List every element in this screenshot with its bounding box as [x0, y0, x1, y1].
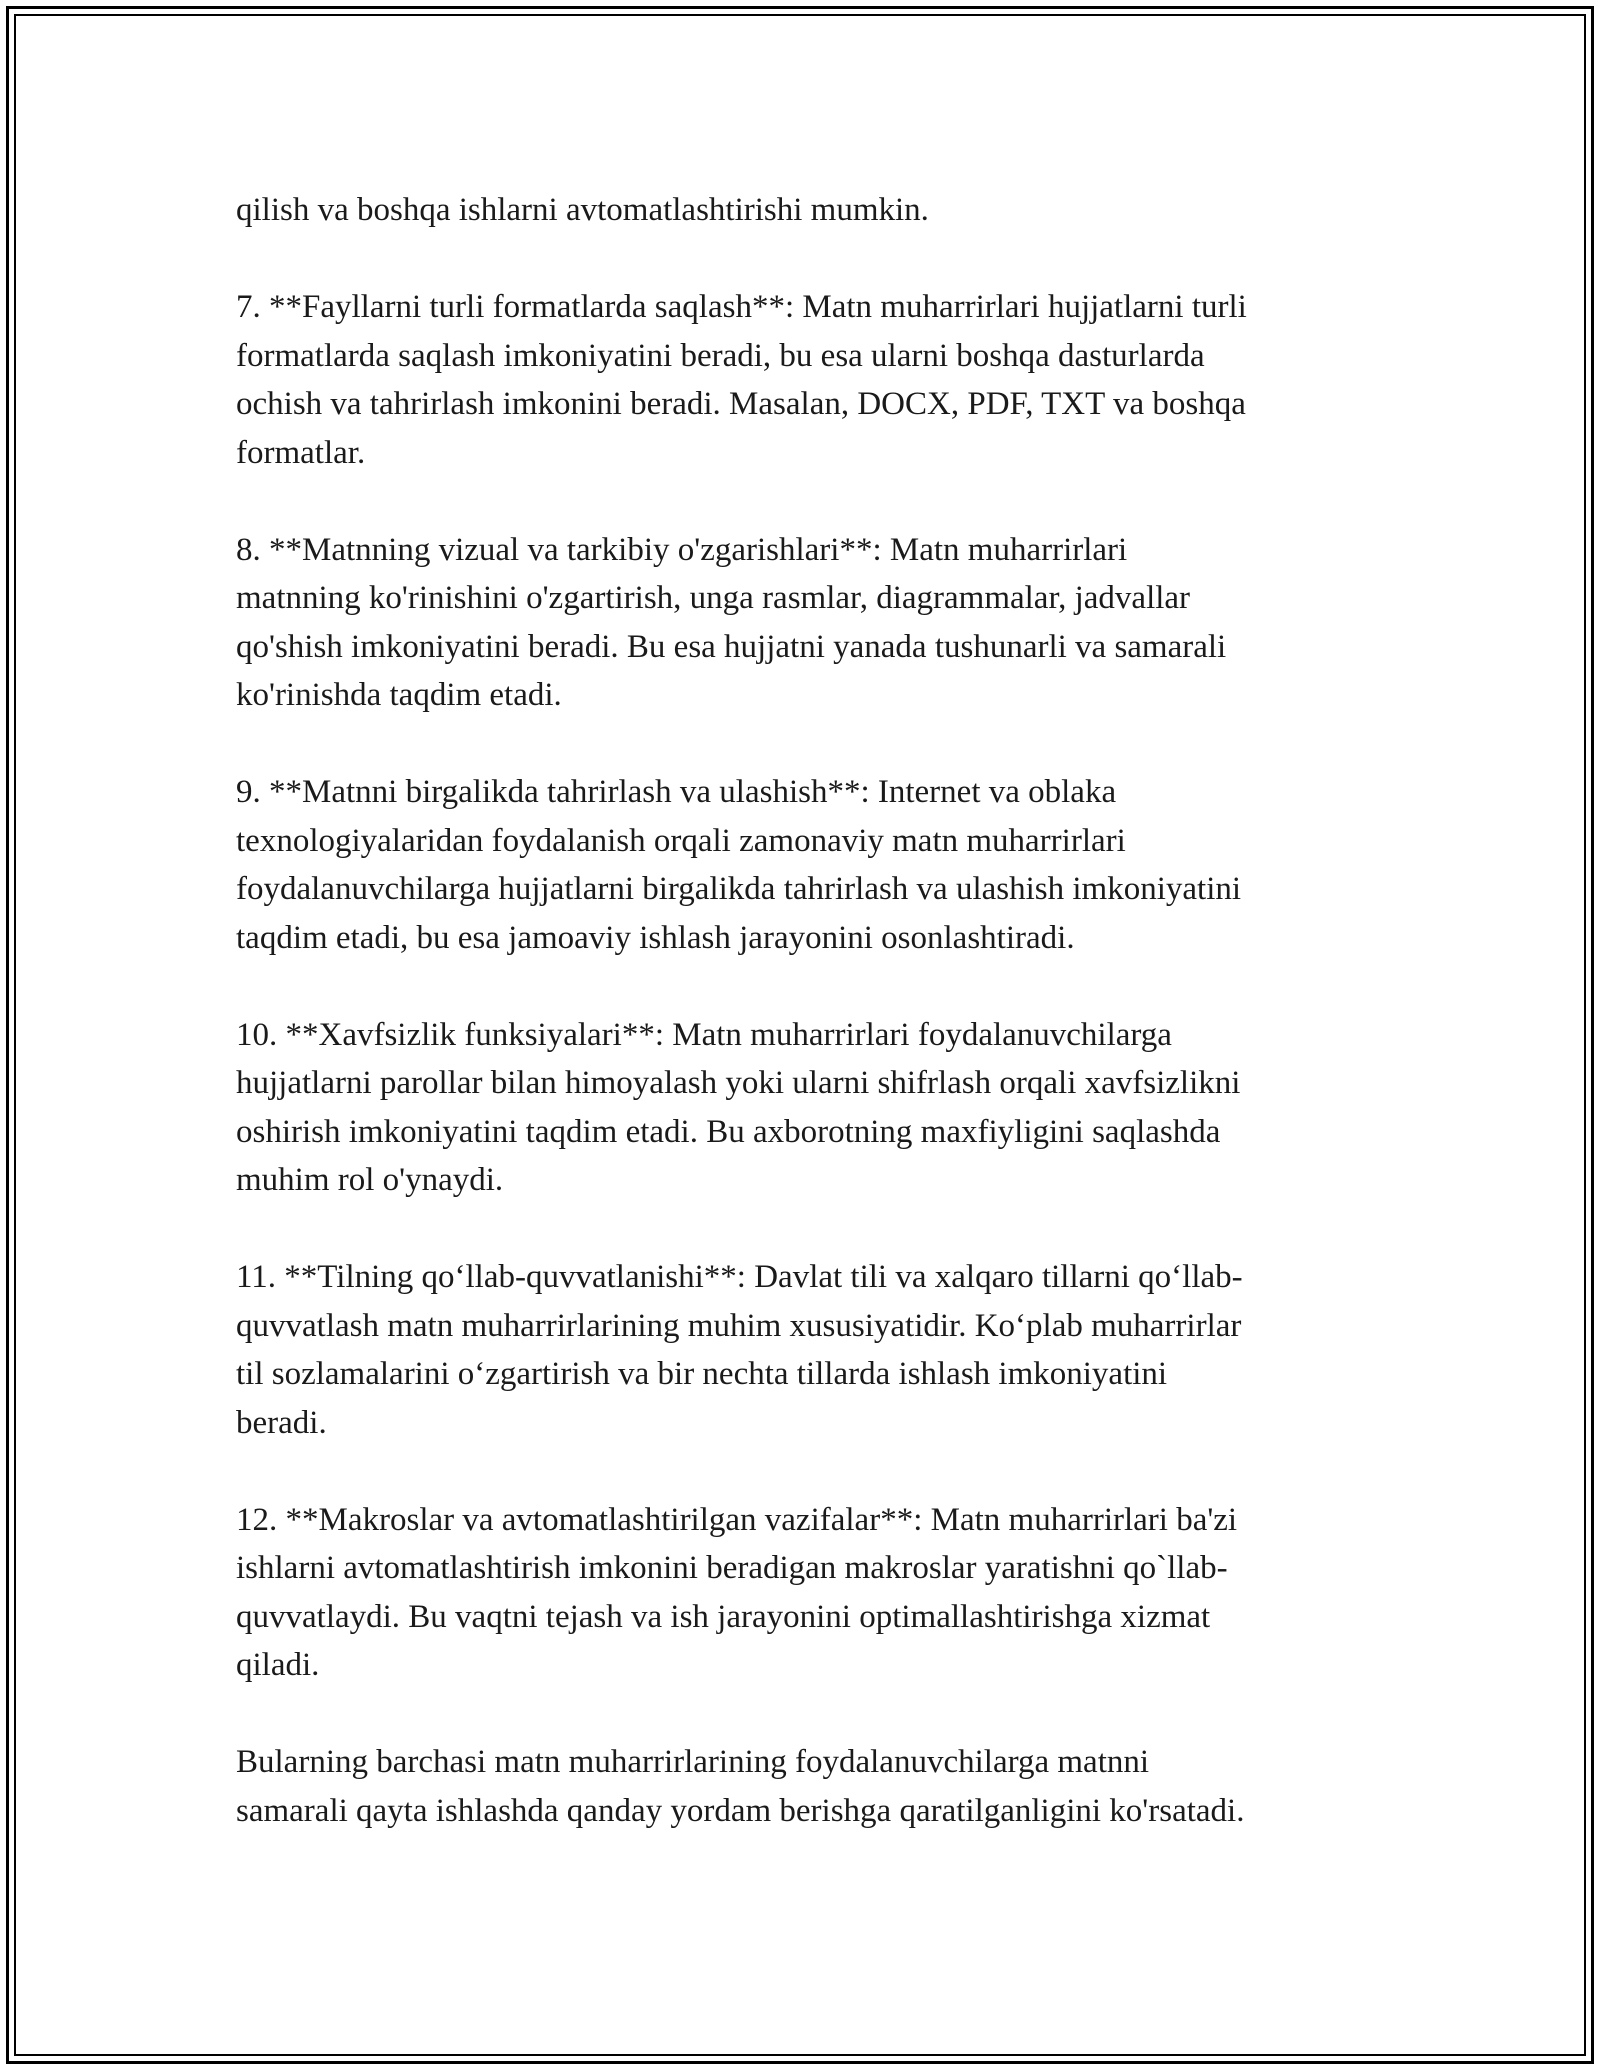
text-line: 7. **Fayllarni turli formatlarda saqlash**: Matn muharrirlari hujjatlarni turli	[236, 289, 1247, 325]
text-line: hujjatlarni parollar bilan himoyalash yoki ularni shifrlash orqali xavfsizlikni	[236, 1065, 1241, 1101]
text-line: qo'shish imkoniyatini beradi. Bu esa hujjatni yanada tushunarli va samarali	[236, 628, 1227, 665]
text-line: til sozlamalarini o‘zgartirish va bir nechta tillarda ishlash imkoniyatini	[236, 1356, 1168, 1392]
paragraph-continuation	[236, 186, 1366, 235]
text-line: texnologiyalaridan foydalanish orqali zamonaviy matn muharrirlari	[236, 822, 1126, 859]
text-line: beradi.	[236, 1404, 327, 1441]
text-line: formatlar.	[236, 434, 366, 471]
text-line: 8. **Matnning vizual va tarkibiy o'zgarishlari**: Matn muharrirlari	[236, 531, 1128, 568]
paragraph-item-7	[236, 283, 1366, 477]
text-line: ishlarni avtomatlashtirish imkonini beradigan makroslar yaratishni qo`llab-	[236, 1550, 1228, 1586]
text-line: taqdim etadi, bu esa jamoaviy ishlash jarayonini osonlashtiradi.	[236, 919, 1075, 956]
text-line: oshirish imkoniyatini taqdim etadi. Bu axborotning maxfiyligini saqlashda	[236, 1113, 1221, 1150]
text-line: matnning ko'rinishini o'zgartirish, unga rasmlar, diagrammalar, jadvallar	[236, 580, 1191, 616]
text-line: samarali qayta ishlashda qanday yordam berishga qaratilganligini ko'rsatadi.	[236, 1792, 1245, 1829]
text-line: qilish va boshqa ishlarni avtomatlashtirishi mumkin.	[236, 192, 929, 228]
text-line: qiladi.	[236, 1647, 320, 1683]
paragraph-conclusion	[236, 1738, 1366, 1835]
text-line: muhim rol o'ynaydi.	[236, 1162, 504, 1198]
paragraph-item-11	[236, 1253, 1366, 1447]
text-line: quvvatlash matn muharrirlarining muhim xususiyatidir. Ko‘plab muharrirlar	[236, 1307, 1242, 1344]
text-line: ko'rinishda taqdim etadi.	[236, 677, 562, 713]
text-line: 12. **Makroslar va avtomatlashtirilgan vazifalar**: Matn muharrirlari ba'zi	[236, 1501, 1238, 1538]
document-body	[236, 186, 1366, 1884]
paragraph-item-12	[236, 1496, 1366, 1690]
text-line: ochish va tahrirlash imkonini beradi. Masalan, DOCX, PDF, TXT va boshqa	[236, 386, 1246, 422]
text-line: 11. **Tilning qo‘llab-quvvatlanishi**: Davlat tili va xalqaro tillarni qo‘llab-	[236, 1259, 1243, 1295]
text-line: 10. **Xavfsizlik funksiyalari**: Matn muharrirlari foydalanuvchilarga	[236, 1016, 1172, 1053]
paragraph-item-10	[236, 1011, 1366, 1205]
text-line: quvvatlaydi. Bu vaqtni tejash va ish jarayonini optimallashtirishga xizmat	[236, 1598, 1211, 1635]
text-line: formatlarda saqlash imkoniyatini beradi, bu esa ularni boshqa dasturlarda	[236, 337, 1205, 374]
text-line: 9. **Matnni birgalikda tahrirlash va ulashish**: Internet va oblaka	[236, 774, 1117, 810]
paragraph-item-9	[236, 768, 1366, 962]
text-line: Bularning barchasi matn muharrirlarining foydalanuvchilarga matnni	[236, 1744, 1150, 1780]
text-line: foydalanuvchilarga hujjatlarni birgalikda tahrirlash va ulashish imkoniyatini	[236, 871, 1242, 907]
paragraph-item-8	[236, 526, 1366, 720]
